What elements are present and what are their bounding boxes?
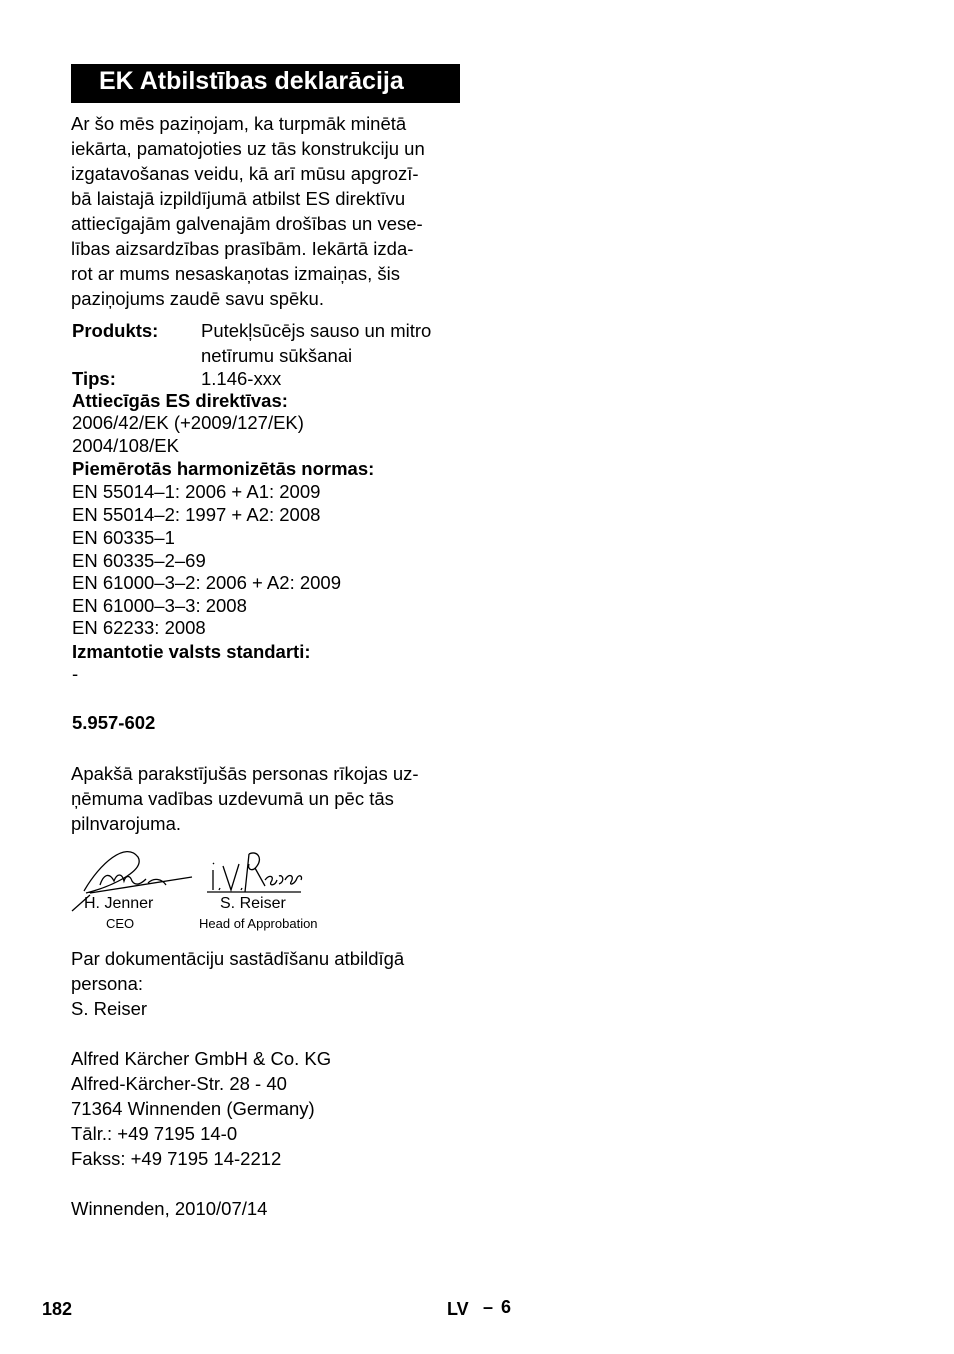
standard-item: EN 60335–1: [72, 527, 175, 548]
signatory-role-1: CEO: [106, 916, 135, 931]
standard-item: EN 61000–3–2: 2006 + A2: 2009: [72, 572, 341, 593]
document-number: 5.957-602: [72, 712, 156, 733]
authorization-line: pilnvarojuma.: [71, 813, 182, 834]
product-label: Produkts:: [72, 320, 159, 341]
footer-dash: –: [483, 1297, 494, 1317]
authorization-line: Apakšā parakstījušās personas rīkojas uz-: [71, 763, 419, 784]
section-page-number: 6: [501, 1297, 512, 1317]
type-label: Tips:: [72, 368, 116, 389]
standards-heading: Piemērotās harmonizētās normas:: [72, 458, 375, 479]
intro-line: lības aizsardzības prasībām. Iekārtā izda-: [71, 238, 414, 259]
standard-item: EN 61000–3–3: 2008: [72, 595, 247, 616]
standard-item: EN 55014–2: 1997 + A2: 2008: [72, 504, 321, 525]
intro-line: Ar šo mēs paziņojam, ka turpmāk minētā: [71, 113, 407, 134]
responsible-line: Par dokumentāciju sastādīšanu atbildīgā: [71, 948, 405, 969]
intro-line: rot ar mums nesaskaņotas izmaiņas, šis: [71, 263, 401, 284]
product-value-line1: Putekļsūcējs sauso un mitro: [201, 320, 432, 341]
intro-line: bā laistajā izpildījumā atbilst ES direktīvu: [71, 188, 406, 209]
page-number: 182: [42, 1299, 73, 1319]
national-standards-value: -: [72, 663, 79, 684]
authorization-paragraph: [71, 761, 471, 836]
company-address: [71, 1046, 471, 1171]
responsible-name: S. Reiser: [71, 998, 148, 1019]
title-bar: [71, 64, 460, 103]
directives-heading: Attiecīgās ES direktīvas:: [72, 390, 288, 411]
type-value: 1.146-xxx: [201, 368, 282, 389]
intro-line: izgatavošanas veidu, kā arī mūsu apgrozī-: [71, 163, 419, 184]
place-date-text: Winnenden, 2010/07/14: [71, 1198, 268, 1219]
intro-line: paziņojums zaudē savu spēku.: [71, 288, 324, 309]
place-date: [71, 1196, 471, 1221]
signatory-name-1: H. Jenner: [84, 895, 154, 912]
standard-item: EN 55014–1: 2006 + A1: 2009: [72, 481, 321, 502]
authorization-line: ņēmuma vadības uzdevumā un pēc tās: [71, 788, 394, 809]
intro-paragraph: [71, 111, 471, 311]
address-line: Fakss: +49 7195 14-2212: [71, 1148, 282, 1169]
national-standards-heading: Izmantotie valsts standarti:: [72, 641, 311, 662]
intro-line: iekārta, pamatojoties uz tās konstrukciju un: [71, 138, 425, 159]
address-line: Tālr.: +49 7195 14-0: [71, 1123, 238, 1144]
address-line: Alfred Kärcher GmbH & Co. KG: [71, 1048, 332, 1069]
language-code: LV: [447, 1299, 469, 1319]
directive-item: 2006/42/EK (+2009/127/EK): [72, 412, 304, 433]
signature-reiser: [205, 850, 305, 895]
signatory-role-2: Head of Approbation: [199, 916, 318, 931]
standard-item: EN 62233: 2008: [72, 617, 206, 638]
page-title: EK Atbilstības deklarācija: [99, 67, 404, 95]
intro-line: attiecīgajām galvenajām drošības un vese-: [71, 213, 423, 234]
signatory-name-2: S. Reiser: [220, 895, 286, 912]
standard-item: EN 60335–2–69: [72, 550, 206, 571]
product-value-line2: netīrumu sūkšanai: [201, 345, 353, 366]
responsible-person: [71, 946, 471, 1021]
directive-item: 2004/108/EK: [72, 435, 179, 456]
responsible-line: persona:: [71, 973, 143, 994]
address-line: 71364 Winnenden (Germany): [71, 1098, 315, 1119]
address-line: Alfred-Kärcher-Str. 28 - 40: [71, 1073, 287, 1094]
